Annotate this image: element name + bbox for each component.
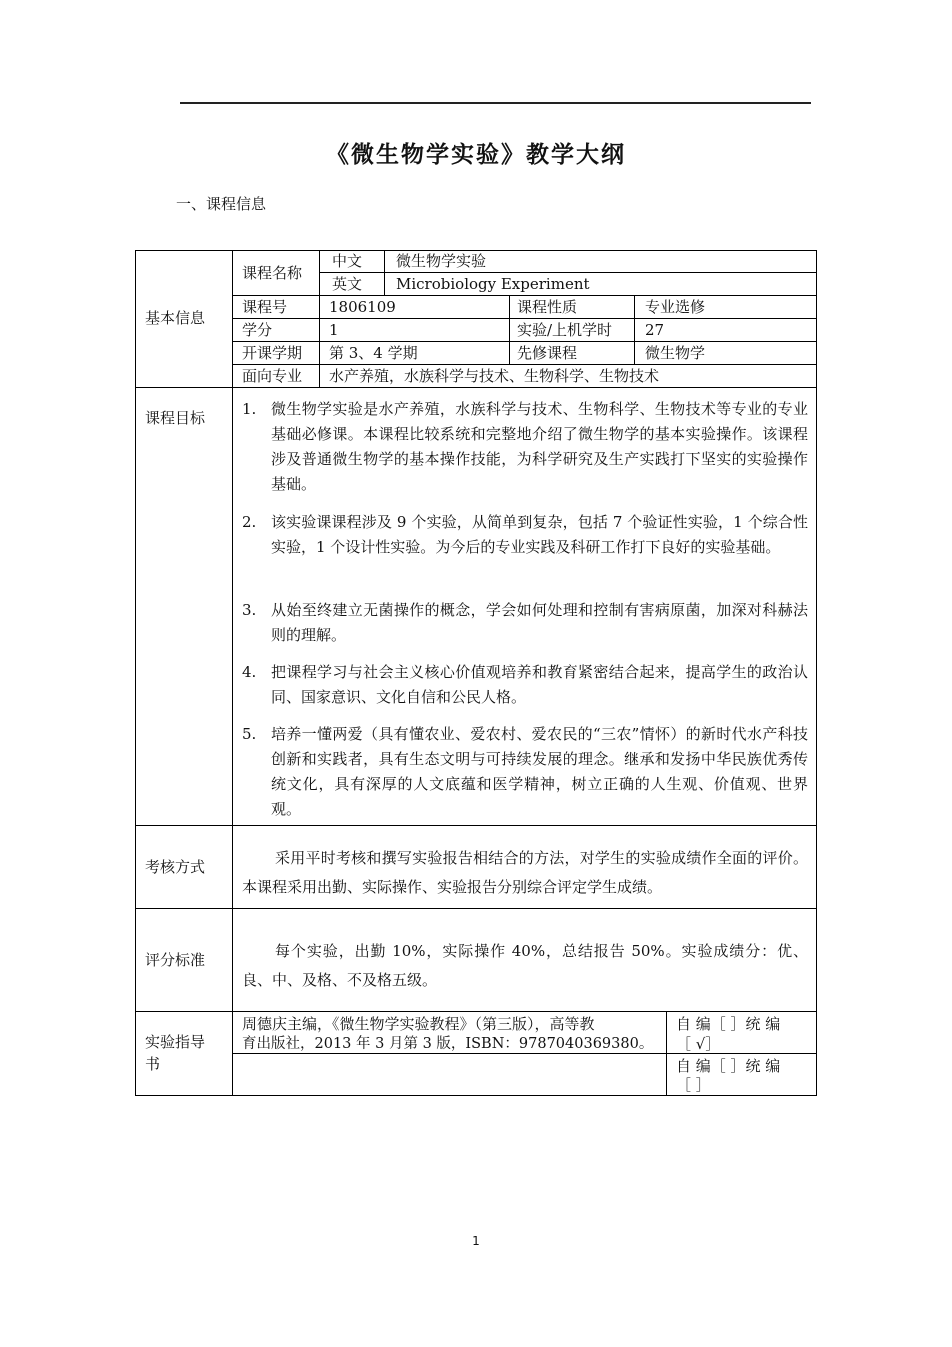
major-label: 面向专业 [242,367,303,385]
table-rule [319,250,320,387]
course-goals-label: 课程目标 [145,409,206,427]
edition-choice-mark: 自 编［ ］统 编 [676,1057,781,1075]
lab-hours-value: 27 [645,321,665,339]
goal-text: 从始至终建立无菌操作的概念，学会如何处理和控制有害病原菌，加深对科赫法则的理解。 [271,601,808,644]
table-rule [135,825,817,826]
basic-info-label: 基本信息 [145,309,206,327]
section-heading: 一、课程信息 [176,195,267,213]
course-number-value: 1806109 [329,298,396,316]
edition-choice-mark: 自 编［ ］统 编 [676,1015,781,1033]
course-nature-value: 专业选修 [645,298,706,316]
table-rule [135,908,817,909]
course-number-label: 课程号 [242,298,288,316]
prerequisite-label: 先修课程 [517,344,578,362]
goal-item [242,660,808,710]
lab-guide-label: 实验指导 [145,1033,206,1051]
lab-hours-label: 实验/上机学时 [517,321,613,339]
table-rule [384,250,385,295]
goal-number: 1. [242,400,257,418]
header-rule [180,102,811,104]
grading-label: 评分标准 [145,951,206,969]
course-nature-label: 课程性质 [517,298,578,316]
goal-item [242,510,808,560]
goal-text: 培养一懂两爱（具有懂农业、爱农村、爱农民的“三农”情怀）的新时代水产科技创新和实践者，具有生态文明与可持续发展的理念。继承和发扬中华民族优秀传统文化，具有深厚的人文底蕴和医学精神，树立正确的人生观、价值观、世界观。 [271,725,808,818]
goal-number: 3. [242,601,257,619]
term-label: 开课学期 [242,344,303,362]
goal-text: 该实验课课程涉及 9 个实验，从简单到复杂，包括 7 个验证性实验，1 个综合性实验，1 个设计性实验。为今后的专业实践及科研工作打下良好的实验基础。 [271,513,808,556]
table-rule [666,1011,667,1096]
textbook-line: 周德庆主编，《微生物学实验教程》（第三版），高等教 [242,1015,595,1033]
assessment-label: 考核方式 [145,858,206,876]
credit-label: 学分 [242,321,273,339]
chinese-name-value: 微生物学实验 [396,252,487,270]
document-title: 《微生物学实验》教学大纲 [326,142,626,168]
english-label: 英文 [332,275,363,293]
goal-text: 微生物学实验是水产养殖，水族科学与技术、生物科学、生物技术等专业的专业基础必修课。本课程比较系统和完整地介绍了微生物学的基本实验操作。该课程涉及普通微生物学的基本操作技能，为科学研究及生产实践打下坚实的实验操作基础。 [271,400,808,493]
grading-text: 每个实验，出勤 10%，实际操作 40%，总结报告 50%。实验成绩分：优、良、中、及格、不及格五级。 [242,942,808,989]
page-number: 1 [472,1234,480,1248]
assessment-text: 采用平时考核和撰写实验报告相结合的方法，对学生的实验成绩作全面的评价。本课程采用出勤、实际操作、实验报告分别综合评定学生成绩。 [242,849,808,896]
goal-item [242,397,808,497]
course-name-label: 课程名称 [242,264,303,282]
goal-number: 2. [242,513,257,531]
prerequisite-value: 微生物学 [645,344,706,362]
edition-choice-mark: ［ ］ [676,1076,711,1094]
table-rule [319,272,817,273]
table-rule [232,250,233,1096]
chinese-label: 中文 [332,252,363,270]
credit-value: 1 [329,321,339,339]
goal-number: 5. [242,725,257,743]
edition-choice-mark: ［ √］ [676,1035,721,1053]
goal-number: 4. [242,663,257,681]
table-rule [634,295,635,364]
goal-item [242,722,808,822]
table-rule [509,295,510,364]
lab-guide-label-cont: 书 [145,1055,161,1073]
textbook-line: 育出版社，2013 年 3 月第 3 版，ISBN：9787040369380。 [242,1036,654,1052]
term-value: 第 3、4 学期 [329,344,418,362]
goal-text: 把课程学习与社会主义核心价值观培养和教育紧密结合起来，提高学生的政治认同、国家意识、文化自信和公民人格。 [271,663,808,706]
table-rule [135,387,817,388]
major-value: 水产养殖，水族科学与技术、生物科学、生物技术 [329,367,660,385]
english-name-value: Microbiology Experiment [396,275,590,293]
goal-item [242,598,808,648]
table-rule [135,1011,817,1012]
